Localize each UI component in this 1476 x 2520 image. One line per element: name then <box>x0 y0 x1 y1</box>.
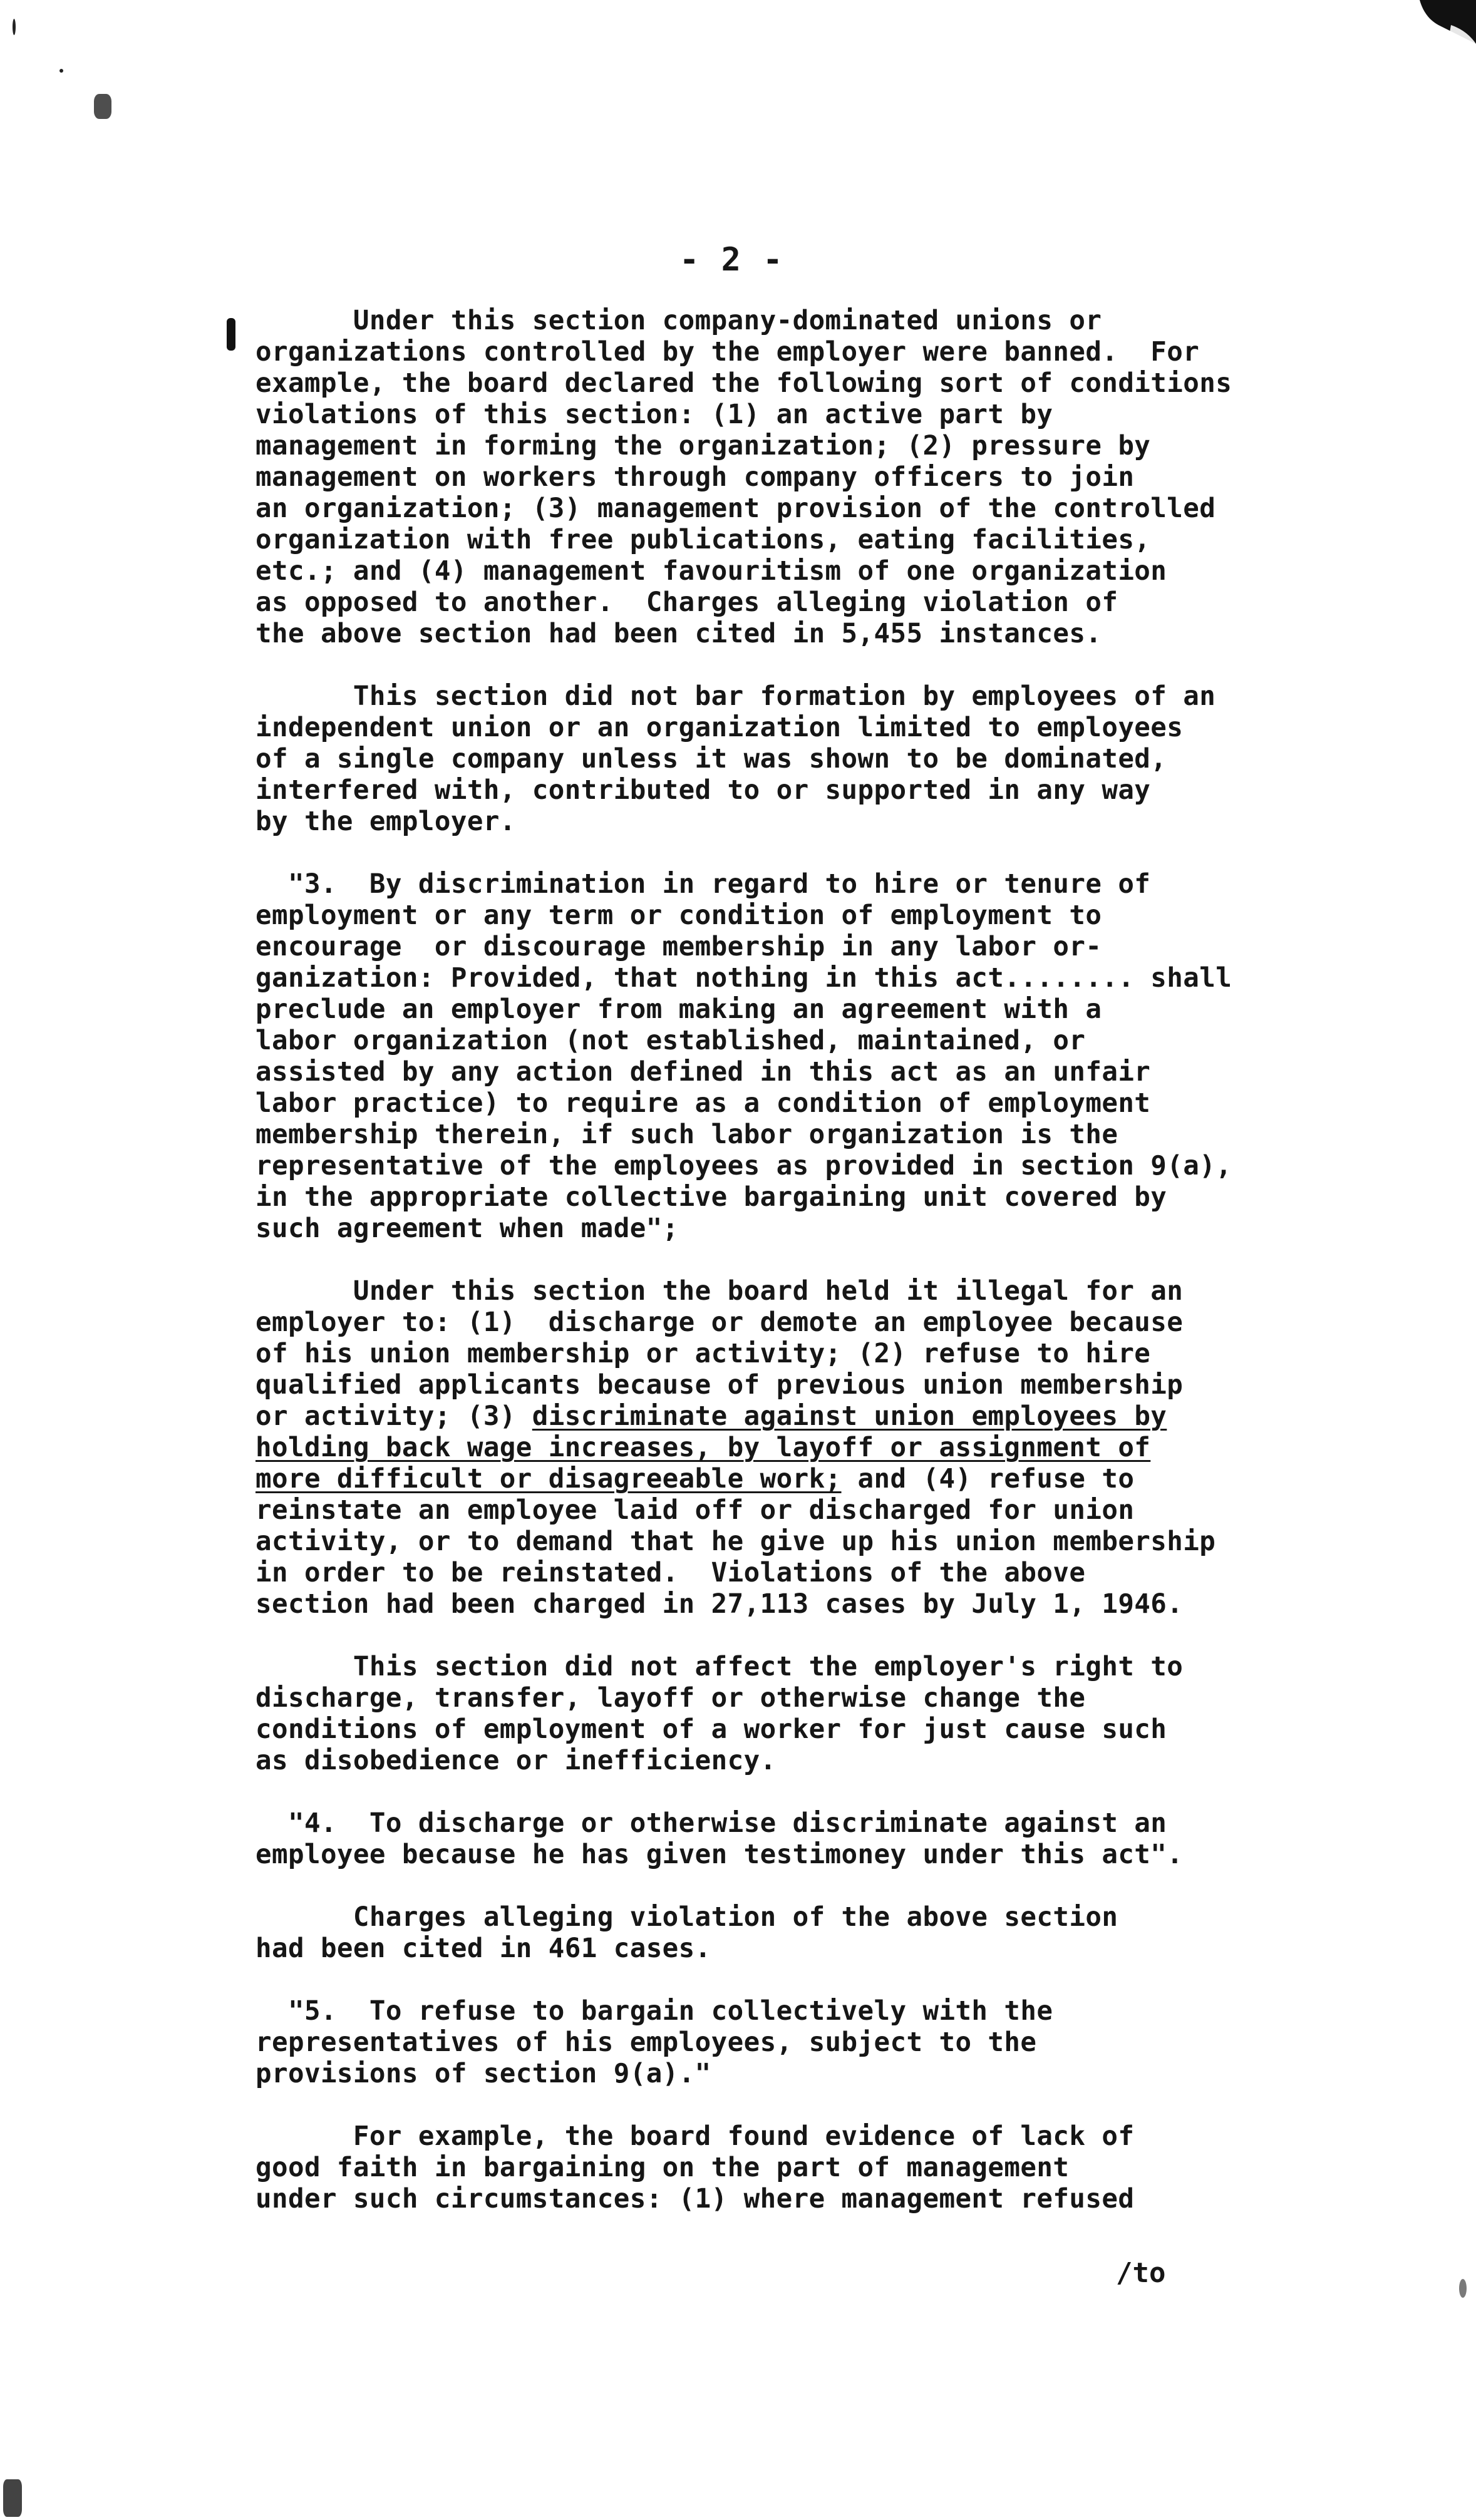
scan-speck <box>13 19 16 35</box>
underlined-text: discriminate against union employees by <box>532 1401 1167 1432</box>
text-line: such agreement when made"; <box>255 1213 679 1244</box>
text-line: employment or any term or condition of employment to <box>255 900 1102 931</box>
text-line: the above section had been cited in 5,455 instances. <box>255 619 1102 649</box>
text-line: labor organization (not established, maintained, or <box>255 1026 1086 1056</box>
text-line: preclude an employer from making an agreement with a <box>255 994 1102 1025</box>
text-segment: or activity; (3) <box>255 1401 532 1432</box>
paragraph-good-faith <box>255 2121 1389 2215</box>
text-line: as disobedience or inefficiency. <box>255 1746 777 1776</box>
text-line: conditions of employment of a worker for just cause such <box>255 1714 1167 1745</box>
text-line: Under this section the board held it illegal for an <box>255 1276 1184 1307</box>
underlined-text: more difficult or disagreeable work; <box>255 1464 842 1494</box>
text-line: "5. To refuse to bargain collectively with the <box>255 1996 1053 2027</box>
text-line: discharge, transfer, layoff or otherwise change the <box>255 1683 1086 1714</box>
text-line: of his union membership or activity; (2) refuse to hire <box>255 1339 1151 1369</box>
quotation-section-5 <box>255 1996 1389 2090</box>
text-line: management on workers through company officers to join <box>255 462 1135 493</box>
paragraph-charges-461 <box>255 1902 1389 1965</box>
text-line: "3. By discrimination in regard to hire or tenure of <box>255 869 1151 900</box>
catchword: /to <box>1116 2257 1166 2289</box>
text-line: had been cited in 461 cases. <box>255 1933 711 1964</box>
text-line <box>255 1401 1389 1432</box>
text-line: organizations controlled by the employer were banned. For <box>255 337 1200 368</box>
text-line: good faith in bargaining on the part of management <box>255 2152 1070 2183</box>
text-segment: and (4) refuse to <box>841 1464 1135 1494</box>
text-line: independent union or an organization limited to employees <box>255 712 1184 743</box>
scan-speck <box>59 69 63 73</box>
text-line: organization with free publications, eating facilities, <box>255 525 1151 555</box>
margin-tick-mark <box>227 318 235 351</box>
paragraph-company-dominated-unions <box>255 306 1389 650</box>
text-line: Charges alleging violation of the above section <box>255 1902 1118 1933</box>
text-line: encourage or discourage membership in any labor or- <box>255 932 1102 962</box>
scan-speck <box>1459 2279 1467 2298</box>
text-line: provisions of section 9(a)." <box>255 2059 711 2089</box>
text-line <box>255 1464 1389 1495</box>
quotation-section-3 <box>255 869 1389 1245</box>
page-corner-blot <box>1401 0 1476 69</box>
paragraph-independent-union <box>255 681 1389 838</box>
text-line: assisted by any action defined in this act as an unfair <box>255 1057 1151 1088</box>
text-line: ganization: Provided, that nothing in this act........ shall <box>255 963 1232 994</box>
page-number: - 2 - <box>679 241 784 279</box>
underlined-text: holding back wage increases, by layoff or assignment of <box>255 1432 1151 1463</box>
text-line: interfered with, contributed to or supported in any way <box>255 775 1151 806</box>
scan-speck <box>94 94 111 119</box>
text-line: employee because he has given testimoney under this act". <box>255 1839 1184 1870</box>
text-line <box>255 1432 1389 1464</box>
text-line: qualified applicants because of previous union membership <box>255 1370 1184 1401</box>
text-line: violations of this section: (1) an active part by <box>255 399 1053 430</box>
text-line: etc.; and (4) management favouritism of one organization <box>255 556 1167 587</box>
text-line: For example, the board found evidence of lack of <box>255 2121 1135 2152</box>
text-line: under such circumstances: (1) where management refused <box>255 2184 1135 2214</box>
text-line: an organization; (3) management provision of the controlled <box>255 493 1216 524</box>
text-line: reinstate an employee laid off or discharged for union <box>255 1495 1135 1526</box>
text-line: employer to: (1) discharge or demote an employee because <box>255 1307 1184 1338</box>
text-line: representatives of his employees, subject to the <box>255 2027 1037 2058</box>
text-line: "4. To discharge or otherwise discriminate against an <box>255 1808 1167 1839</box>
body-text <box>255 306 1389 2246</box>
text-line: This section did not affect the employer's right to <box>255 1652 1184 1682</box>
text-line: representative of the employees as provided in section 9(a), <box>255 1151 1232 1181</box>
text-line: by the employer. <box>255 806 516 837</box>
paragraph-discrimination-rulings <box>255 1276 1389 1620</box>
text-line: Under this section company-dominated unions or <box>255 306 1102 336</box>
text-line: This section did not bar formation by employees of an <box>255 681 1216 712</box>
text-line: in order to be reinstated. Violations of the above <box>255 1558 1086 1588</box>
paragraph-employer-right <box>255 1652 1389 1777</box>
text-line: activity, or to demand that he give up his union membership <box>255 1526 1216 1557</box>
text-line: of a single company unless it was shown to be dominated, <box>255 744 1167 774</box>
text-line: as opposed to another. Charges alleging violation of <box>255 587 1118 618</box>
text-line: labor practice) to require as a condition of employment <box>255 1088 1151 1119</box>
text-line: management in forming the organization; (2) pressure by <box>255 431 1151 461</box>
text-line: membership therein, if such labor organization is the <box>255 1119 1118 1150</box>
quotation-section-4 <box>255 1808 1389 1871</box>
text-line: example, the board declared the following sort of conditions <box>255 368 1232 399</box>
text-line: section had been charged in 27,113 cases by July 1, 1946. <box>255 1589 1184 1620</box>
text-line: in the appropriate collective bargaining unit covered by <box>255 1182 1167 1213</box>
scan-speck <box>3 2479 22 2517</box>
